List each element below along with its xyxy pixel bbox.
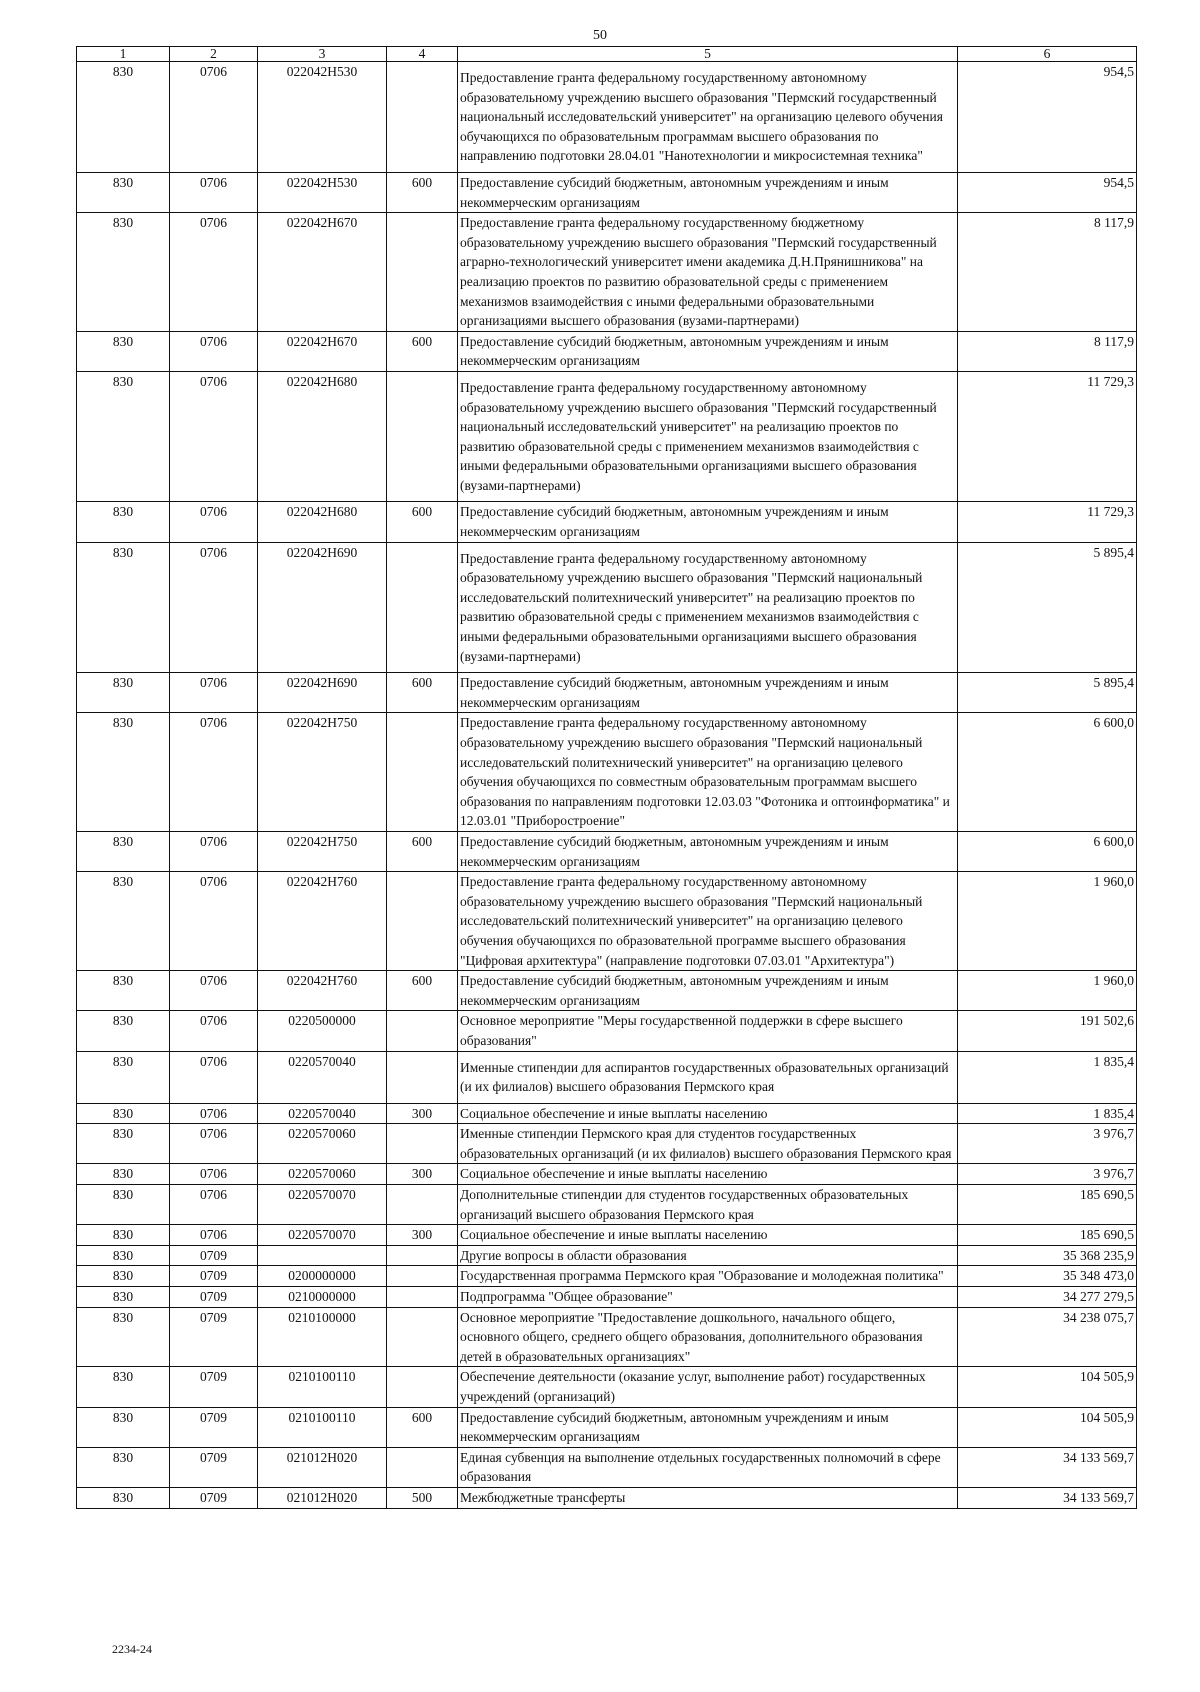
- description-cell: Межбюджетные трансферты: [458, 1487, 958, 1508]
- description-cell: Предоставление субсидий бюджетным, автономным учреждениям и иным некоммерческим организациям: [458, 1407, 958, 1447]
- section-code-cell: 0706: [170, 872, 258, 971]
- ministry-code-cell: 830: [77, 1287, 170, 1308]
- ministry-code-cell: 830: [77, 502, 170, 542]
- column-header-4: 4: [387, 47, 458, 62]
- target-article-cell: 0220500000: [258, 1011, 387, 1051]
- ministry-code-cell: 830: [77, 1225, 170, 1246]
- table-row: [77, 1266, 1137, 1287]
- amount-cell: 191 502,6: [958, 1011, 1137, 1051]
- column-header-6: 6: [958, 47, 1137, 62]
- description-cell: Единая субвенция на выполнение отдельных государственных полномочий в сфере образования: [458, 1447, 958, 1487]
- ministry-code-cell: 830: [77, 872, 170, 971]
- ministry-code-cell: 830: [77, 1185, 170, 1225]
- table-row: [77, 1164, 1137, 1185]
- target-article-cell: 022042Н750: [258, 831, 387, 871]
- table-row: [77, 542, 1137, 673]
- section-code-cell: 0706: [170, 673, 258, 713]
- amount-cell: 1 835,4: [958, 1103, 1137, 1124]
- target-article-cell: 0200000000: [258, 1266, 387, 1287]
- amount-cell: 3 976,7: [958, 1164, 1137, 1185]
- table-row: [77, 1124, 1137, 1164]
- expense-type-cell: [387, 872, 458, 971]
- description-cell: Предоставление гранта федеральному государственному автономному образовательному учреждению высшего образования "Пермский национальный исследовательский политехнический университет" на организацию целевого обучения обучающихся по совместным образовательным программам высшего образования по направлениям подготовки 12.03.03 "Фотоника и оптоинформатика" и 12.03.01 "Приборостроение": [458, 713, 958, 832]
- ministry-code-cell: 830: [77, 371, 170, 502]
- amount-cell: 35 348 473,0: [958, 1266, 1137, 1287]
- expense-type-cell: 600: [387, 673, 458, 713]
- amount-cell: 11 729,3: [958, 371, 1137, 502]
- amount-cell: 11 729,3: [958, 502, 1137, 542]
- expense-type-cell: [387, 1011, 458, 1051]
- section-code-cell: 0706: [170, 1051, 258, 1103]
- table-body: [77, 62, 1137, 1509]
- target-article-cell: [258, 1245, 387, 1266]
- section-code-cell: 0709: [170, 1245, 258, 1266]
- table-row: [77, 1447, 1137, 1487]
- expense-type-cell: [387, 1266, 458, 1287]
- table-row: [77, 62, 1137, 173]
- target-article-cell: 022042Н670: [258, 213, 387, 332]
- ministry-code-cell: 830: [77, 1367, 170, 1407]
- target-article-cell: 022042Н680: [258, 371, 387, 502]
- target-article-cell: 0220570040: [258, 1051, 387, 1103]
- page-number: 50: [593, 28, 607, 43]
- target-article-cell: 022042Н750: [258, 713, 387, 832]
- section-code-cell: 0706: [170, 1011, 258, 1051]
- table-row: [77, 331, 1137, 371]
- description-cell: Предоставление субсидий бюджетным, автономным учреждениям и иным некоммерческим организациям: [458, 502, 958, 542]
- section-code-cell: 0706: [170, 831, 258, 871]
- table-row: [77, 1487, 1137, 1508]
- ministry-code-cell: 830: [77, 1447, 170, 1487]
- description-cell: Социальное обеспечение и иные выплаты населению: [458, 1225, 958, 1246]
- expense-type-cell: 600: [387, 172, 458, 212]
- amount-cell: 104 505,9: [958, 1407, 1137, 1447]
- description-cell: Предоставление гранта федеральному государственному автономному образовательному учреждению высшего образования "Пермский национальный исследовательский политехнический университет" на реализацию проектов по развитию образовательной среды с применением механизмов взаимодействия с иными федеральными образовательными организациями высшего образования (вузами-партнерами): [458, 542, 958, 673]
- description-cell: Основное мероприятие "Предоставление дошкольного, начального общего, основного общего, среднего общего образования, дополнительного образования детей в образовательных организациях": [458, 1307, 958, 1367]
- description-cell: Подпрограмма "Общее образование": [458, 1287, 958, 1308]
- section-code-cell: 0706: [170, 1185, 258, 1225]
- amount-cell: 6 600,0: [958, 713, 1137, 832]
- amount-cell: 185 690,5: [958, 1185, 1137, 1225]
- ministry-code-cell: 830: [77, 971, 170, 1011]
- target-article-cell: 022042Н760: [258, 971, 387, 1011]
- section-code-cell: 0706: [170, 971, 258, 1011]
- budget-table: [76, 46, 1137, 1509]
- expense-type-cell: [387, 62, 458, 173]
- section-code-cell: 0706: [170, 1103, 258, 1124]
- expense-type-cell: [387, 713, 458, 832]
- description-cell: Государственная программа Пермского края "Образование и молодежная политика": [458, 1266, 958, 1287]
- ministry-code-cell: 830: [77, 713, 170, 832]
- target-article-cell: 021012Н020: [258, 1447, 387, 1487]
- expense-type-cell: [387, 1287, 458, 1308]
- section-code-cell: 0706: [170, 1225, 258, 1246]
- ministry-code-cell: 830: [77, 1487, 170, 1508]
- section-code-cell: 0706: [170, 213, 258, 332]
- target-article-cell: 0220570040: [258, 1103, 387, 1124]
- ministry-code-cell: 830: [77, 1307, 170, 1367]
- amount-cell: 954,5: [958, 172, 1137, 212]
- section-code-cell: 0709: [170, 1447, 258, 1487]
- table-row: [77, 1407, 1137, 1447]
- description-cell: Другие вопросы в области образования: [458, 1245, 958, 1266]
- description-cell: Предоставление субсидий бюджетным, автономным учреждениям и иным некоммерческим организациям: [458, 172, 958, 212]
- ministry-code-cell: 830: [77, 1011, 170, 1051]
- expense-type-cell: [387, 1124, 458, 1164]
- section-code-cell: 0706: [170, 172, 258, 212]
- description-cell: Социальное обеспечение и иные выплаты населению: [458, 1164, 958, 1185]
- section-code-cell: 0706: [170, 331, 258, 371]
- expense-type-cell: [387, 542, 458, 673]
- table-row: [77, 1287, 1137, 1308]
- table-row: [77, 1185, 1137, 1225]
- table-row: [77, 1011, 1137, 1051]
- table-row: [77, 1367, 1137, 1407]
- description-cell: Основное мероприятие "Меры государственной поддержки в сфере высшего образования": [458, 1011, 958, 1051]
- description-cell: Предоставление субсидий бюджетным, автономным учреждениям и иным некоммерческим организациям: [458, 673, 958, 713]
- section-code-cell: 0709: [170, 1307, 258, 1367]
- expense-type-cell: 600: [387, 502, 458, 542]
- column-header-1: 1: [77, 47, 170, 62]
- description-cell: Предоставление субсидий бюджетным, автономным учреждениям и иным некоммерческим организациям: [458, 971, 958, 1011]
- expense-type-cell: [387, 1051, 458, 1103]
- target-article-cell: 022042Н530: [258, 172, 387, 212]
- table-row: [77, 831, 1137, 871]
- section-code-cell: 0709: [170, 1287, 258, 1308]
- expense-type-cell: [387, 1185, 458, 1225]
- table-row: [77, 172, 1137, 212]
- expense-type-cell: 600: [387, 831, 458, 871]
- expense-type-cell: [387, 213, 458, 332]
- target-article-cell: 022042Н760: [258, 872, 387, 971]
- description-cell: Предоставление гранта федеральному государственному бюджетному образовательному учреждению высшего образования "Пермский государственный аграрно-технологический университет имени академика Д.Н.Прянишникова" на реализацию проектов по развитию образовательной среды с применением механизмов взаимодействия с иными федеральными образовательными организациями высшего образования (вузами-партнерами): [458, 213, 958, 332]
- expense-type-cell: 500: [387, 1487, 458, 1508]
- section-code-cell: 0709: [170, 1266, 258, 1287]
- expense-type-cell: [387, 1447, 458, 1487]
- ministry-code-cell: 830: [77, 1245, 170, 1266]
- amount-cell: 34 238 075,7: [958, 1307, 1137, 1367]
- target-article-cell: 022042Н670: [258, 331, 387, 371]
- ministry-code-cell: 830: [77, 831, 170, 871]
- column-header-2: 2: [170, 47, 258, 62]
- amount-cell: 8 117,9: [958, 331, 1137, 371]
- table-row: [77, 673, 1137, 713]
- table-row: [77, 1225, 1137, 1246]
- amount-cell: 8 117,9: [958, 213, 1137, 332]
- target-article-cell: 0210000000: [258, 1287, 387, 1308]
- section-code-cell: 0706: [170, 62, 258, 173]
- amount-cell: 1 835,4: [958, 1051, 1137, 1103]
- amount-cell: 35 368 235,9: [958, 1245, 1137, 1266]
- table-row: [77, 502, 1137, 542]
- amount-cell: 6 600,0: [958, 831, 1137, 871]
- expense-type-cell: 300: [387, 1164, 458, 1185]
- expense-type-cell: 600: [387, 971, 458, 1011]
- expense-type-cell: [387, 1245, 458, 1266]
- description-cell: Предоставление субсидий бюджетным, автономным учреждениям и иным некоммерческим организациям: [458, 831, 958, 871]
- amount-cell: 185 690,5: [958, 1225, 1137, 1246]
- amount-cell: 5 895,4: [958, 542, 1137, 673]
- section-code-cell: 0709: [170, 1407, 258, 1447]
- amount-cell: 1 960,0: [958, 872, 1137, 971]
- ministry-code-cell: 830: [77, 542, 170, 673]
- amount-cell: 34 133 569,7: [958, 1487, 1137, 1508]
- table-row: [77, 1307, 1137, 1367]
- amount-cell: 34 133 569,7: [958, 1447, 1137, 1487]
- description-cell: Предоставление гранта федеральному государственному автономному образовательному учреждению высшего образования "Пермский государственный национальный исследовательский университет" на реализацию проектов по развитию образовательной среды с применением механизмов взаимодействия с иными федеральными образовательными организациями высшего образования (вузами-партнерами): [458, 371, 958, 502]
- ministry-code-cell: 830: [77, 1051, 170, 1103]
- description-cell: Социальное обеспечение и иные выплаты населению: [458, 1103, 958, 1124]
- expense-type-cell: 600: [387, 1407, 458, 1447]
- ministry-code-cell: 830: [77, 1164, 170, 1185]
- target-article-cell: 022042Н680: [258, 502, 387, 542]
- description-cell: Именные стипендии Пермского края для студентов государственных образовательных организаций (и их филиалов) высшего образования Пермского края: [458, 1124, 958, 1164]
- ministry-code-cell: 830: [77, 1103, 170, 1124]
- expense-type-cell: 600: [387, 331, 458, 371]
- table-header-row: [77, 47, 1137, 62]
- description-cell: Обеспечение деятельности (оказание услуг, выполнение работ) государственных учреждений (организаций): [458, 1367, 958, 1407]
- target-article-cell: 022042Н690: [258, 673, 387, 713]
- ministry-code-cell: 830: [77, 331, 170, 371]
- description-cell: Именные стипендии для аспирантов государственных образовательных организаций (и их филиалов) высшего образования Пермского края: [458, 1051, 958, 1103]
- expense-type-cell: 300: [387, 1225, 458, 1246]
- table-row: [77, 213, 1137, 332]
- amount-cell: 104 505,9: [958, 1367, 1137, 1407]
- ministry-code-cell: 830: [77, 1124, 170, 1164]
- target-article-cell: 021012Н020: [258, 1487, 387, 1508]
- target-article-cell: 022042Н690: [258, 542, 387, 673]
- column-header-3: 3: [258, 47, 387, 62]
- table-row: [77, 872, 1137, 971]
- description-cell: Предоставление субсидий бюджетным, автономным учреждениям и иным некоммерческим организациям: [458, 331, 958, 371]
- section-code-cell: 0706: [170, 371, 258, 502]
- ministry-code-cell: 830: [77, 673, 170, 713]
- expense-type-cell: 300: [387, 1103, 458, 1124]
- target-article-cell: 0210100110: [258, 1367, 387, 1407]
- target-article-cell: 0220570060: [258, 1164, 387, 1185]
- section-code-cell: 0706: [170, 1124, 258, 1164]
- target-article-cell: 0210100110: [258, 1407, 387, 1447]
- description-cell: Предоставление гранта федеральному государственному автономному образовательному учреждению высшего образования "Пермский государственный национальный исследовательский университет" на организацию целевого обучения обучающихся по образовательным программам высшего образования по направлению подготовки 28.04.01 "Нанотехнологии и микросистемная техника": [458, 62, 958, 173]
- target-article-cell: 022042Н530: [258, 62, 387, 173]
- table-row: [77, 971, 1137, 1011]
- expense-type-cell: [387, 1367, 458, 1407]
- section-code-cell: 0706: [170, 713, 258, 832]
- table-row: [77, 1103, 1137, 1124]
- ministry-code-cell: 830: [77, 172, 170, 212]
- table-row: [77, 713, 1137, 832]
- target-article-cell: 0220570060: [258, 1124, 387, 1164]
- description-cell: Дополнительные стипендии для студентов государственных образовательных организаций высшего образования Пермского края: [458, 1185, 958, 1225]
- table-row: [77, 1245, 1137, 1266]
- table-row: [77, 1051, 1137, 1103]
- amount-cell: 954,5: [958, 62, 1137, 173]
- ministry-code-cell: 830: [77, 213, 170, 332]
- amount-cell: 34 277 279,5: [958, 1287, 1137, 1308]
- amount-cell: 5 895,4: [958, 673, 1137, 713]
- footer-code: 2234-24: [112, 1642, 152, 1656]
- section-code-cell: 0709: [170, 1367, 258, 1407]
- column-header-5: 5: [458, 47, 958, 62]
- description-cell: Предоставление гранта федеральному государственному автономному образовательному учреждению высшего образования "Пермский национальный исследовательский политехнический университет" на организацию целевого обучения обучающихся по образовательной программе высшего образования "Цифровая архитектура" (направление подготовки 07.03.01 "Архитектура"): [458, 872, 958, 971]
- amount-cell: 3 976,7: [958, 1124, 1137, 1164]
- ministry-code-cell: 830: [77, 62, 170, 173]
- section-code-cell: 0706: [170, 542, 258, 673]
- expense-type-cell: [387, 371, 458, 502]
- ministry-code-cell: 830: [77, 1266, 170, 1287]
- expense-type-cell: [387, 1307, 458, 1367]
- target-article-cell: 0220570070: [258, 1185, 387, 1225]
- amount-cell: 1 960,0: [958, 971, 1137, 1011]
- section-code-cell: 0706: [170, 1164, 258, 1185]
- section-code-cell: 0709: [170, 1487, 258, 1508]
- target-article-cell: 0220570070: [258, 1225, 387, 1246]
- target-article-cell: 0210100000: [258, 1307, 387, 1367]
- table-row: [77, 371, 1137, 502]
- section-code-cell: 0706: [170, 502, 258, 542]
- ministry-code-cell: 830: [77, 1407, 170, 1447]
